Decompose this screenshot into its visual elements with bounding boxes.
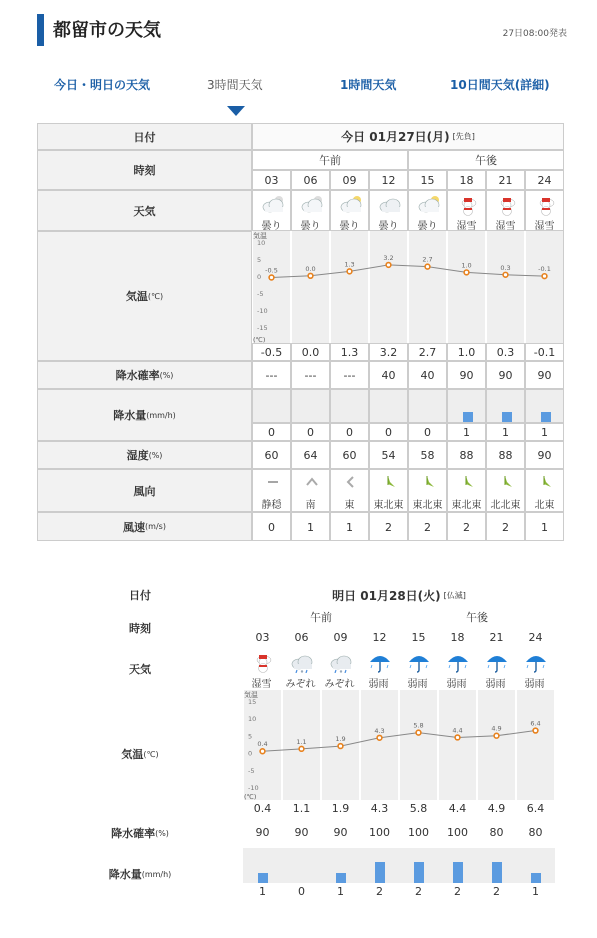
tab-10day[interactable]: 10日間天気(詳細) [450,78,550,92]
tomorrow-weather-cell [360,648,399,690]
today-weather-text: 湿雪 [456,221,477,230]
today-weather-text: 曇り [417,221,438,230]
today-wind-dir-cell [291,469,330,512]
tomorrow-temp-point [299,746,304,751]
tomorrow-weather-label [37,648,243,690]
today-time-label-text: 時刻 [133,164,156,177]
tomorrow-precip-chart-column [516,848,555,883]
tomorrow-precip-bar [336,873,346,883]
tomorrow-temp-point-label: 1.9 [335,735,346,744]
tomorrow-date-label [37,582,243,608]
tomorrow-temp-value: 4.3 [370,802,389,815]
tomorrow-precip-bar [531,873,541,883]
today-chart-tick: -15 [257,323,268,332]
tomorrow-chart-column-bg [361,690,398,800]
tomorrow-date-text: 明日 01月28日(火) [332,588,441,603]
tomorrow-weather-text: 弱雨 [485,679,506,688]
today-precip-value: 0 [369,423,408,441]
today-temp-value: 0.3 [486,343,525,361]
tomorrow-precip-prob-cell: 90 [255,826,270,839]
today-humidity-label-unit: (%) [148,450,163,460]
tomorrow-chart-column-bg [478,690,515,800]
today-chart-axis-label: 気温 [253,232,267,240]
tomorrow-temp-value: 1.1 [292,802,311,815]
cloud-icon [375,194,405,216]
cloud-sun-icon [414,194,444,216]
tomorrow-temp-label-unit: (℃) [143,749,159,759]
today-chart-column-bg [409,231,446,343]
tomorrow-chart-axis-label: 気温 [244,691,258,699]
tomorrow-temp-point-label: 5.8 [413,721,424,730]
today-temp-label-unit: (℃) [147,291,164,301]
cloud-moon-icon [297,194,327,216]
today-precip-prob-cell: 90 [486,361,525,389]
tomorrow-precip-bar [375,862,385,883]
tomorrow-chart-unit: (℃) [244,793,257,800]
tomorrow-weather-text: 弱雨 [446,679,467,688]
today-precip-prob-cell: 90 [525,361,564,389]
tomorrow-precip-prob-cell: 80 [489,826,504,839]
tomorrow-chart-tick: -5 [248,766,255,775]
today-hour-cell: 06 [291,170,330,190]
wind-arrow-icon [382,474,398,490]
today-temp-point-label: 0.3 [500,263,511,272]
today-hour-cell: 21 [486,170,525,190]
sleet-icon [326,651,356,673]
tomorrow-precip-prob-cell: 80 [528,826,543,839]
today-humidity-cell: 88 [486,441,525,469]
tomorrow-precip-chart-column [360,848,399,883]
today-wind-dir-text: 東北東 [451,500,482,510]
tomorrow-hour-cell: 18 [450,631,465,644]
today-precip-prob-label-text: 降水確率 [115,369,160,382]
tomorrow-temp-value: 4.4 [448,802,467,815]
wind-arrow-icon [421,474,437,490]
tomorrow-hour-cell: 15 [411,631,426,644]
tab-1hour[interactable]: 1時間天気 [340,78,397,92]
tomorrow-precip-value: 0 [298,885,305,898]
today-temp-value: 2.7 [408,343,447,361]
tomorrow-precip-value: 1 [532,885,539,898]
today-temp-point [308,273,313,278]
today-wind-speed-cell: 1 [525,512,564,541]
tomorrow-weather-text: みぞれ [285,679,316,688]
cloud-moon-icon [258,194,288,216]
today-weather-text: 曇り [339,221,360,230]
today-wind-dir-text: 北東 [534,500,555,510]
today-chart-column-bg [448,231,485,343]
today-weather-text: 曇り [300,221,321,230]
tomorrow-weather-cell [321,648,360,690]
tomorrow-precip-bar [414,862,424,883]
today-precip-value: 1 [447,423,486,441]
snowman-icon [531,194,561,216]
tomorrow-weather-text: 弱雨 [407,679,428,688]
tomorrow-precip-value: 1 [259,885,266,898]
today-wind-speed-cell: 0 [252,512,291,541]
today-humidity-label-text: 湿度 [126,449,149,462]
today-temp-value: 3.2 [369,343,408,361]
snowman-icon [248,651,278,673]
tomorrow-temp-value: 0.4 [253,802,272,815]
tomorrow-date-label-text: 日付 [129,589,151,602]
tomorrow-hour-cell: 21 [489,631,504,644]
today-chart-tick: -10 [257,306,268,315]
today-temp-value: 1.0 [447,343,486,361]
snowman-icon [492,194,522,216]
today-precip-prob-cell: 40 [408,361,447,389]
tomorrow-temp-point [494,733,499,738]
today-wind-speed-cell: 2 [447,512,486,541]
tomorrow-chart-column-bg [400,690,437,800]
tomorrow-temp-point-label: 4.9 [491,724,502,733]
today-humidity-cell: 90 [525,441,564,469]
today-precip-chart-column [252,389,291,423]
tomorrow-precip-bar [492,862,502,883]
tomorrow-temp-point-label: 6.4 [530,719,541,728]
tomorrow-temp-value: 4.9 [487,802,506,815]
tomorrow-temp-label [37,690,243,818]
today-precip-prob-label-unit: (%) [159,370,174,380]
today-weather-cell [408,190,447,231]
title-accent-bar [37,14,44,46]
wind-arrow-icon [499,474,515,490]
today-hour-cell: 09 [330,170,369,190]
today-date-label-text: 日付 [133,130,156,144]
today-wind-dir-text: 北北東 [490,500,521,510]
tomorrow-temp-point [338,744,343,749]
today-precip-chart-column [369,389,408,423]
tomorrow-chart-tick: 10 [248,715,257,724]
today-pm-label: 午後 [408,150,564,170]
tomorrow-temp-point-label: 0.4 [257,740,268,749]
tomorrow-precip-value: 1 [337,885,344,898]
today-precip-label-unit: (mm/h) [146,410,176,420]
today-weather-cell [369,190,408,231]
tomorrow-temp-point [377,735,382,740]
tomorrow-weather-cell [516,648,555,690]
tomorrow-chart-column-bg [517,690,554,800]
today-hour-cell: 18 [447,170,486,190]
tomorrow-weather-text: 湿雪 [251,679,272,688]
today-precip-prob-cell: --- [291,361,330,389]
today-wind-speed-cell: 1 [291,512,330,541]
today-hour-cell: 15 [408,170,447,190]
tomorrow-precip-value: 2 [376,885,383,898]
today-weather-label-text: 天気 [133,204,156,218]
today-precip-value: 0 [291,423,330,441]
tomorrow-temp-label-text: 気温 [121,748,144,761]
today-precip-label [37,389,252,441]
tomorrow-hour-cell: 24 [528,631,543,644]
today-wind-dir-cell [330,469,369,512]
tomorrow-precip-label-unit: (mm/h) [141,869,172,879]
today-wind-dir-label [37,469,252,512]
tomorrow-temp-point [260,749,265,754]
tomorrow-weather-text: 弱雨 [368,679,389,688]
umbrella-icon [404,651,434,673]
today-wind-speed-cell: 1 [330,512,369,541]
today-chart-column-bg [487,231,524,343]
active-tab-indicator [227,106,245,116]
today-wind-dir-text: 東北東 [373,500,404,510]
tab-bar [37,70,567,116]
page-title: 都留市の天気 [53,20,161,41]
today-weather-cell [291,190,330,231]
wind-arrow-icon [460,474,476,490]
today-temp-chart [252,231,564,343]
today-wind-speed-cell: 2 [486,512,525,541]
tomorrow-hour-cell: 06 [294,631,309,644]
today-temp-label [37,231,252,361]
tomorrow-precip-prob-cell: 100 [447,826,468,839]
today-chart-tick: 10 [257,238,266,247]
today-chart-tick: -5 [257,289,264,298]
wind-arrow-icon [343,474,359,490]
today-humidity-cell: 54 [369,441,408,469]
tomorrow-precip-label-text: 降水量 [108,868,142,881]
today-precip-label-text: 降水量 [113,409,147,422]
today-temp-value: -0.1 [525,343,564,361]
tomorrow-precip-chart-column [438,848,477,883]
today-rokuyo: [先負] [452,132,475,141]
today-temp-point [464,270,469,275]
tomorrow-chart-tick: -10 [248,784,259,793]
today-precip-chart-column [486,389,525,423]
tomorrow-chart-tick: 5 [248,732,253,741]
today-chart-column-bg [370,231,407,343]
page-header [37,14,567,46]
wind-arrow-icon [265,474,281,490]
tomorrow-temp-value: 6.4 [526,802,545,815]
today-wind-dir-text: 東北東 [412,500,443,510]
tomorrow-precip-chart-column [399,848,438,883]
tomorrow-temp-chart [243,690,555,800]
tomorrow-date-cell [243,582,555,608]
today-temp-point [542,274,547,279]
today-precip-prob-cell: --- [252,361,291,389]
today-temp-value: 0.0 [291,343,330,361]
tomorrow-temp-value: 5.8 [409,802,428,815]
tomorrow-precip-chart-column [321,848,360,883]
today-hour-cell: 12 [369,170,408,190]
today-wind-speed-cell: 2 [369,512,408,541]
today-date-label [37,123,252,150]
tomorrow-am-label: 午前 [310,611,332,624]
tomorrow-precip-chart-column [243,848,282,883]
today-wind-dir-label-text: 風向 [133,484,156,498]
today-humidity-cell: 88 [447,441,486,469]
umbrella-icon [443,651,473,673]
umbrella-icon [365,651,395,673]
today-chart-column-bg [526,231,563,343]
today-chart-column-bg [331,231,368,343]
tomorrow-weather-cell [243,648,282,690]
today-wind-speed-cell: 2 [408,512,447,541]
today-temp-point-label: -0.1 [538,265,551,274]
tomorrow-precip-prob-label-unit: (%) [155,828,169,838]
tomorrow-hour-cell: 12 [372,631,387,644]
tomorrow-precip-prob-cell: 100 [369,826,390,839]
today-weather-label [37,190,252,231]
sleet-icon [287,651,317,673]
today-temp-point-label: 1.3 [344,260,355,269]
today-humidity-cell: 64 [291,441,330,469]
tomorrow-chart-column-bg [439,690,476,800]
tomorrow-weather-label-text: 天気 [129,663,151,676]
tomorrow-chart-tick: 0 [248,749,253,758]
tomorrow-precip-chart-column [477,848,516,883]
tomorrow-temp-point-label: 4.4 [452,726,463,735]
today-wind-speed-label-text: 風速 [123,520,146,534]
today-chart-unit: (℃) [253,336,266,343]
cloud-sun-icon [336,194,366,216]
tomorrow-precip-chart-column [282,848,321,883]
published-time: 27日08:00発表 [502,29,567,39]
today-precip-value: 1 [486,423,525,441]
today-precip-chart-column [447,389,486,423]
tomorrow-precip-prob-label-text: 降水確率 [111,827,156,840]
today-hour-cell: 24 [525,170,564,190]
today-precip-prob-cell: 90 [447,361,486,389]
tomorrow-precip-bar [258,873,268,883]
today-precip-prob-cell: 40 [369,361,408,389]
today-temp-point-label: 3.2 [383,253,394,262]
today-humidity-cell: 60 [330,441,369,469]
today-wind-dir-cell [369,469,408,512]
tomorrow-temp-point [533,728,538,733]
today-weather-text: 湿雪 [534,221,555,230]
today-chart-tick: 0 [257,272,262,281]
today-wind-dir-text: 南 [305,500,316,510]
today-wind-dir-cell [525,469,564,512]
today-chart-tick: 5 [257,255,262,264]
today-precip-value: 0 [252,423,291,441]
tomorrow-precip-label [37,848,243,900]
today-precip-chart-column [291,389,330,423]
tomorrow-precip-prob-cell: 90 [333,826,348,839]
today-wind-dir-cell [408,469,447,512]
tomorrow-time-label [37,608,243,648]
today-wind-speed-label-unit: (m/s) [145,522,166,531]
wind-arrow-icon [538,474,554,490]
today-weather-cell [447,190,486,231]
today-hour-cell: 03 [252,170,291,190]
tab-3hour[interactable]: 3時間天気 [207,78,263,92]
umbrella-icon [521,651,551,673]
tomorrow-weather-cell [399,648,438,690]
today-am-label: 午前 [252,150,408,170]
today-temp-point [347,269,352,274]
today-humidity-cell: 60 [252,441,291,469]
today-precip-bar [541,412,551,422]
today-wind-dir-cell [486,469,525,512]
tomorrow-weather-cell [477,648,516,690]
tomorrow-precip-prob-label [37,818,243,848]
today-precip-prob-label [37,361,252,389]
today-weather-cell [486,190,525,231]
tomorrow-precip-value: 2 [415,885,422,898]
tomorrow-precip-value: 2 [493,885,500,898]
today-weather-cell [525,190,564,231]
tomorrow-temp-point-label: 1.1 [296,737,307,746]
today-weather-text: 曇り [261,221,282,230]
tomorrow-rokuyo: [仏滅] [443,590,466,600]
today-wind-dir-cell [447,469,486,512]
tomorrow-precip-prob-cell: 90 [294,826,309,839]
tomorrow-precip-bar [453,862,463,883]
today-temp-label-text: 気温 [125,290,148,303]
tomorrow-pm-label: 午後 [466,611,488,624]
today-wind-dir-cell [252,469,291,512]
tomorrow-weather-text: 弱雨 [524,679,545,688]
today-weather-text: 湿雪 [495,221,516,230]
tomorrow-temp-point-label: 4.3 [374,726,385,735]
today-precip-prob-cell: --- [330,361,369,389]
today-precip-value: 0 [408,423,447,441]
today-precip-bar [463,412,473,422]
today-weather-text: 曇り [378,221,399,230]
tomorrow-precip-value: 2 [454,885,461,898]
umbrella-icon [482,651,512,673]
tomorrow-time-label-text: 時刻 [129,622,151,635]
today-weather-cell [330,190,369,231]
tomorrow-temp-point [416,730,421,735]
today-temp-value: 1.3 [330,343,369,361]
today-date-text: 今日 01月27日(月) [341,130,450,144]
today-precip-value: 0 [330,423,369,441]
today-precip-value: 1 [525,423,564,441]
wind-arrow-icon [304,474,320,490]
tomorrow-weather-cell [282,648,321,690]
tomorrow-hour-cell: 09 [333,631,348,644]
today-temp-point-label: 0.0 [305,264,316,273]
today-temp-point [503,272,508,277]
today-temp-point-label: 1.0 [461,261,472,270]
tomorrow-precip-prob-cell: 100 [408,826,429,839]
today-temp-point [269,275,274,280]
tomorrow-temp-point [455,735,460,740]
today-wind-dir-text: 東 [344,500,355,510]
today-date-cell [252,123,564,150]
tomorrow-chart-tick: 15 [248,697,257,706]
today-temp-point-label: -0.5 [265,266,278,275]
today-temp-point-label: 2.7 [422,255,433,264]
today-precip-chart-column [525,389,564,423]
today-humidity-cell: 58 [408,441,447,469]
today-temp-point [425,264,430,269]
snowman-icon [453,194,483,216]
today-precip-bar [502,412,512,422]
tomorrow-weather-cell [438,648,477,690]
tomorrow-weather-text: みぞれ [324,679,355,688]
today-humidity-label [37,441,252,469]
today-temp-point [386,263,391,268]
today-weather-cell [252,190,291,231]
today-precip-chart-column [408,389,447,423]
today-chart-column-bg [292,231,329,343]
today-precip-chart-column [330,389,369,423]
today-time-label [37,150,252,190]
tomorrow-hour-cell: 03 [255,631,270,644]
today-wind-speed-label [37,512,252,541]
today-wind-dir-text: 静穏 [261,500,282,510]
tomorrow-temp-value: 1.9 [331,802,350,815]
today-temp-value: -0.5 [252,343,291,361]
tab-today-tomorrow[interactable]: 今日・明日の天気 [54,78,151,92]
